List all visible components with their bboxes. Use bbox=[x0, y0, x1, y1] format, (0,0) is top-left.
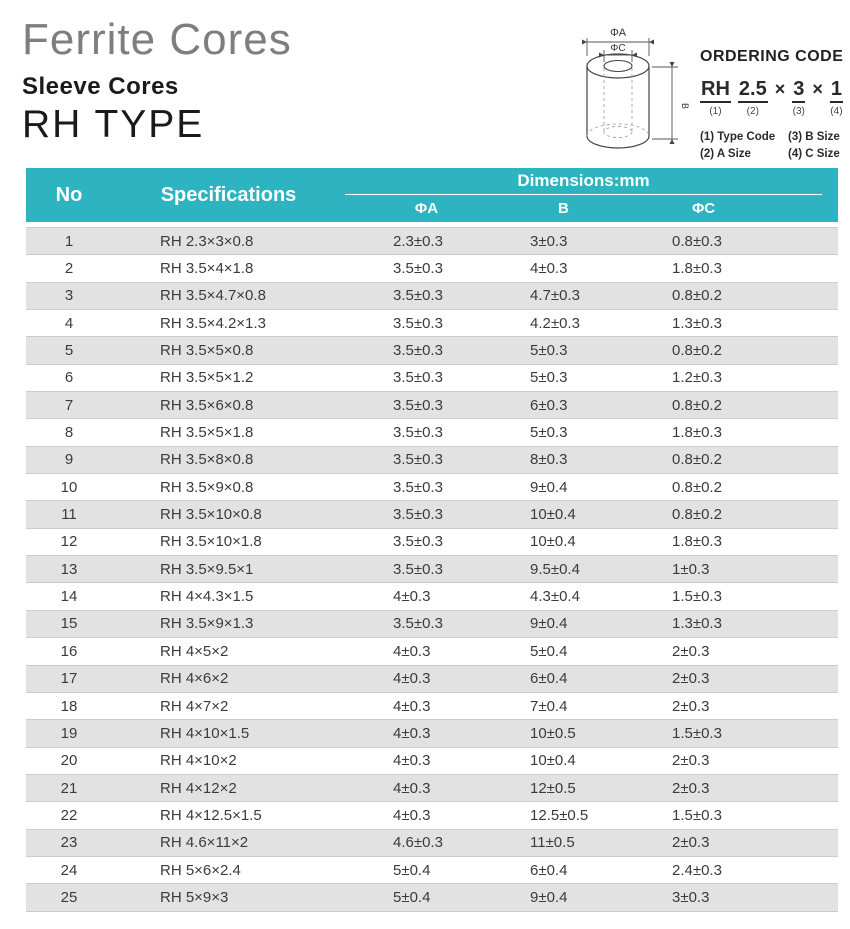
cell-dim-b: 6±0.4 bbox=[530, 670, 568, 688]
cell-dim-phi-a: 4±0.3 bbox=[393, 670, 431, 688]
cell-no: 10 bbox=[60, 478, 78, 496]
cell-specification: RH 4×12×2 bbox=[160, 779, 237, 797]
cell-dim-phi-a: 3.5±0.3 bbox=[393, 369, 443, 387]
col-header-phi-a: ΦA bbox=[414, 200, 439, 217]
cell-dim-b: 10±0.4 bbox=[530, 506, 576, 524]
table-row bbox=[26, 693, 838, 720]
dim-label-phi-c: ΦC bbox=[610, 43, 626, 54]
cell-no: 12 bbox=[60, 533, 78, 551]
table-row bbox=[26, 802, 838, 829]
cell-specification: RH 4×12.5×1.5 bbox=[160, 806, 262, 824]
cell-specification: RH 3.5×5×1.2 bbox=[160, 369, 254, 387]
table-row bbox=[26, 337, 838, 364]
cell-dim-b: 4±0.3 bbox=[530, 260, 568, 278]
col-header-phi-c: ΦC bbox=[692, 200, 716, 217]
cell-dim-phi-c: 2.4±0.3 bbox=[672, 861, 722, 879]
cell-specification: RH 4×4.3×1.5 bbox=[160, 588, 254, 606]
cell-specification: RH 3.5×5×1.8 bbox=[160, 424, 254, 442]
code-part-b-size bbox=[792, 78, 805, 117]
cell-no: 20 bbox=[60, 752, 78, 770]
cell-no: 22 bbox=[60, 806, 78, 824]
cell-dim-phi-a: 3.5±0.3 bbox=[393, 506, 443, 524]
cell-dim-phi-a: 4±0.3 bbox=[393, 779, 431, 797]
col-header-b: B bbox=[558, 200, 569, 217]
cell-dim-phi-a: 3.5±0.3 bbox=[393, 342, 443, 360]
cell-dim-phi-c: 0.8±0.2 bbox=[672, 342, 722, 360]
cell-dim-b: 9±0.4 bbox=[530, 888, 568, 906]
ordering-code-title: ORDERING CODE bbox=[700, 48, 844, 65]
cell-specification: RH 2.3×3×0.8 bbox=[160, 232, 254, 250]
ordering-code-legend bbox=[700, 131, 848, 160]
cell-specification: RH 3.5×4.7×0.8 bbox=[160, 287, 266, 305]
cell-dim-phi-a: 3.5±0.3 bbox=[393, 260, 443, 278]
cell-dim-b: 10±0.5 bbox=[530, 724, 576, 742]
cell-dim-phi-a: 4±0.3 bbox=[393, 724, 431, 742]
legend-item-a-size: (2) A Size bbox=[700, 148, 751, 160]
cell-no: 17 bbox=[60, 670, 78, 688]
cell-specification: RH 4×5×2 bbox=[160, 642, 229, 660]
cell-dim-phi-a: 3.5±0.3 bbox=[393, 451, 443, 469]
table-row bbox=[26, 775, 838, 802]
legend-item-type-code: (1) Type Code bbox=[700, 131, 776, 143]
cell-specification: RH 3.5×4×1.8 bbox=[160, 260, 254, 278]
cell-specification: RH 3.5×4.2×1.3 bbox=[160, 314, 266, 332]
cell-no: 5 bbox=[64, 342, 74, 360]
cell-dim-b: 9±0.4 bbox=[530, 615, 568, 633]
code-part-index: (1) bbox=[709, 106, 722, 117]
cell-specification: RH 3.5×9×1.3 bbox=[160, 615, 254, 633]
cell-no: 11 bbox=[61, 506, 77, 524]
cell-dim-b: 5±0.3 bbox=[530, 369, 568, 387]
table-header bbox=[26, 168, 838, 222]
cell-dim-phi-a: 5±0.4 bbox=[393, 888, 431, 906]
table-row bbox=[26, 365, 838, 392]
cell-dim-b: 4.7±0.3 bbox=[530, 287, 580, 305]
cell-dim-b: 9.5±0.4 bbox=[530, 560, 580, 578]
cell-specification: RH 4×10×2 bbox=[160, 752, 237, 770]
dim-label-b: B bbox=[680, 102, 690, 110]
cell-dim-phi-c: 1.8±0.3 bbox=[672, 533, 722, 551]
code-part-value: RH bbox=[700, 78, 731, 103]
cell-specification: RH 4×7×2 bbox=[160, 697, 229, 715]
code-part-index: (3) bbox=[792, 106, 805, 117]
table-row bbox=[26, 583, 838, 610]
cell-dim-phi-a: 3.5±0.3 bbox=[393, 560, 443, 578]
cell-no: 14 bbox=[60, 588, 78, 606]
multiply-sign: × bbox=[812, 79, 823, 99]
code-part-index: (4) bbox=[830, 106, 843, 117]
cell-dim-phi-a: 4±0.3 bbox=[393, 806, 431, 824]
table-row bbox=[26, 501, 838, 528]
cell-dim-phi-a: 4±0.3 bbox=[393, 588, 431, 606]
cell-dim-phi-c: 0.8±0.2 bbox=[672, 506, 722, 524]
cell-dim-b: 12±0.5 bbox=[530, 779, 576, 797]
cell-no: 7 bbox=[64, 396, 74, 414]
cell-dim-b: 10±0.4 bbox=[530, 752, 576, 770]
cell-dim-b: 5±0.3 bbox=[530, 342, 568, 360]
col-header-dimensions bbox=[345, 168, 838, 222]
table-row bbox=[26, 474, 838, 501]
cell-no: 24 bbox=[60, 861, 78, 879]
table-row bbox=[26, 638, 838, 665]
cell-specification: RH 3.5×10×1.8 bbox=[160, 533, 262, 551]
cell-dim-phi-c: 0.8±0.2 bbox=[672, 287, 722, 305]
cell-no: 8 bbox=[64, 424, 74, 442]
cell-dim-b: 5±0.4 bbox=[530, 642, 568, 660]
table-row bbox=[26, 529, 838, 556]
cell-dim-b: 11±0.5 bbox=[530, 834, 575, 852]
dimensions-subheader bbox=[345, 195, 838, 222]
cell-specification: RH 3.5×5×0.8 bbox=[160, 342, 254, 360]
cell-dim-phi-a: 3.5±0.3 bbox=[393, 533, 443, 551]
dim-label-phi-a: ΦA bbox=[609, 27, 627, 39]
cell-no: 21 bbox=[60, 779, 78, 797]
page-title: Ferrite Cores bbox=[22, 15, 292, 64]
cell-dim-phi-c: 1.3±0.3 bbox=[672, 314, 722, 332]
cell-dim-phi-a: 3.5±0.3 bbox=[393, 478, 443, 496]
cell-dim-phi-c: 0.8±0.2 bbox=[672, 396, 722, 414]
table-row bbox=[26, 556, 838, 583]
cell-dim-phi-a: 3.5±0.3 bbox=[393, 424, 443, 442]
title-block bbox=[22, 16, 292, 147]
ordering-code-line bbox=[700, 78, 848, 117]
cell-specification: RH 5×6×2.4 bbox=[160, 861, 241, 879]
cell-specification: RH 4×6×2 bbox=[160, 670, 229, 688]
cell-dim-phi-a: 3.5±0.3 bbox=[393, 314, 443, 332]
cell-dim-phi-c: 0.8±0.2 bbox=[672, 478, 722, 496]
cell-specification: RH 4×10×1.5 bbox=[160, 724, 250, 742]
table-row bbox=[26, 228, 838, 255]
cell-no: 6 bbox=[64, 369, 74, 387]
cell-dim-phi-a: 4.6±0.3 bbox=[393, 834, 443, 852]
cell-dim-phi-a: 2.3±0.3 bbox=[393, 232, 443, 250]
legend-item-c-size: (4) C Size bbox=[788, 148, 840, 160]
cell-dim-phi-c: 1.5±0.3 bbox=[672, 588, 722, 606]
core-diagram-svg bbox=[566, 10, 696, 162]
cell-dim-phi-c: 1.8±0.3 bbox=[672, 424, 722, 442]
table-row bbox=[26, 310, 838, 337]
cell-specification: RH 5×9×3 bbox=[160, 888, 229, 906]
type-title: RH TYPE bbox=[22, 103, 205, 147]
cell-dim-b: 3±0.3 bbox=[530, 232, 568, 250]
table-row bbox=[26, 255, 838, 282]
cell-dim-phi-c: 1.2±0.3 bbox=[672, 369, 722, 387]
table-row bbox=[26, 447, 838, 474]
cell-specification: RH 3.5×9×0.8 bbox=[160, 478, 254, 496]
sleeve-core-diagram bbox=[566, 10, 696, 162]
cell-no: 9 bbox=[64, 451, 74, 469]
table-row bbox=[26, 884, 838, 911]
table-row bbox=[26, 720, 838, 747]
cell-specification: RH 3.5×9.5×1 bbox=[160, 560, 254, 578]
code-part-value: 2.5 bbox=[738, 78, 768, 103]
cell-dim-phi-c: 1±0.3 bbox=[672, 560, 710, 578]
col-header-specifications: Specifications bbox=[160, 183, 297, 206]
cell-no: 13 bbox=[60, 560, 78, 578]
page-subtitle: Sleeve Cores bbox=[22, 73, 179, 101]
cell-specification: RH 3.5×8×0.8 bbox=[160, 451, 254, 469]
code-part-a-size bbox=[738, 78, 768, 117]
cell-specification: RH 3.5×10×0.8 bbox=[160, 506, 262, 524]
cell-dim-phi-c: 0.8±0.2 bbox=[672, 451, 722, 469]
table-row bbox=[26, 748, 838, 775]
code-part-index: (2) bbox=[746, 106, 759, 117]
cell-no: 4 bbox=[64, 314, 74, 332]
cell-specification: RH 3.5×6×0.8 bbox=[160, 396, 254, 414]
cell-no: 1 bbox=[64, 232, 74, 250]
cell-dim-b: 4.2±0.3 bbox=[530, 314, 580, 332]
cell-dim-phi-c: 0.8±0.3 bbox=[672, 232, 722, 250]
cell-dim-phi-a: 5±0.4 bbox=[393, 861, 431, 879]
cell-no: 16 bbox=[60, 642, 78, 660]
cell-no: 2 bbox=[64, 260, 74, 278]
code-part-value: 1 bbox=[830, 78, 843, 103]
legend-item-b-size: (3) B Size bbox=[788, 131, 840, 143]
cell-dim-b: 6±0.3 bbox=[530, 396, 568, 414]
table-body bbox=[26, 227, 838, 912]
cell-dim-b: 10±0.4 bbox=[530, 533, 576, 551]
cell-dim-b: 5±0.3 bbox=[530, 424, 568, 442]
code-part-c-size bbox=[830, 78, 843, 117]
cell-dim-b: 12.5±0.5 bbox=[530, 806, 589, 824]
cell-dim-phi-c: 2±0.3 bbox=[672, 779, 710, 797]
cell-dim-b: 7±0.4 bbox=[530, 697, 568, 715]
cell-no: 25 bbox=[60, 888, 78, 906]
cell-no: 23 bbox=[60, 834, 78, 852]
table-row bbox=[26, 283, 838, 310]
cell-dim-b: 6±0.4 bbox=[530, 861, 568, 879]
cell-dim-phi-c: 2±0.3 bbox=[672, 670, 710, 688]
code-part-type bbox=[700, 78, 731, 117]
cell-dim-phi-c: 1.8±0.3 bbox=[672, 260, 722, 278]
multiply-sign: × bbox=[774, 79, 786, 99]
cell-no: 19 bbox=[60, 724, 78, 742]
cell-dim-phi-a: 3.5±0.3 bbox=[393, 615, 443, 633]
cell-dim-phi-c: 1.5±0.3 bbox=[672, 724, 722, 742]
cell-dim-phi-c: 3±0.3 bbox=[672, 888, 710, 906]
cell-dim-phi-a: 3.5±0.3 bbox=[393, 396, 443, 414]
cell-dim-phi-a: 4±0.3 bbox=[393, 697, 431, 715]
cell-dim-phi-c: 1.5±0.3 bbox=[672, 806, 722, 824]
table-row bbox=[26, 666, 838, 693]
cell-dim-phi-c: 2±0.3 bbox=[672, 697, 710, 715]
cell-dim-phi-c: 2±0.3 bbox=[672, 834, 710, 852]
dimensions-title: Dimensions:mm bbox=[345, 168, 822, 195]
cell-dim-phi-c: 2±0.3 bbox=[672, 752, 710, 770]
cell-dim-phi-a: 3.5±0.3 bbox=[393, 287, 443, 305]
cell-dim-b: 4.3±0.4 bbox=[530, 588, 580, 606]
table-row bbox=[26, 611, 838, 638]
cell-no: 18 bbox=[60, 697, 78, 715]
table-row bbox=[26, 857, 838, 884]
cell-dim-b: 8±0.3 bbox=[530, 451, 568, 469]
col-header-no: No bbox=[55, 183, 83, 206]
code-part-value: 3 bbox=[792, 78, 805, 103]
table-row bbox=[26, 830, 838, 857]
table-row bbox=[26, 392, 838, 419]
cell-no: 3 bbox=[64, 287, 74, 305]
cell-no: 15 bbox=[60, 615, 78, 633]
cell-dim-phi-c: 1.3±0.3 bbox=[672, 615, 722, 633]
cell-dim-b: 9±0.4 bbox=[530, 478, 568, 496]
cell-dim-phi-a: 4±0.3 bbox=[393, 642, 431, 660]
table-row bbox=[26, 419, 838, 446]
cell-dim-phi-a: 4±0.3 bbox=[393, 752, 431, 770]
spec-table bbox=[26, 168, 838, 912]
cell-dim-phi-c: 2±0.3 bbox=[672, 642, 710, 660]
cell-specification: RH 4.6×11×2 bbox=[160, 834, 249, 852]
ordering-code-block bbox=[700, 48, 848, 160]
